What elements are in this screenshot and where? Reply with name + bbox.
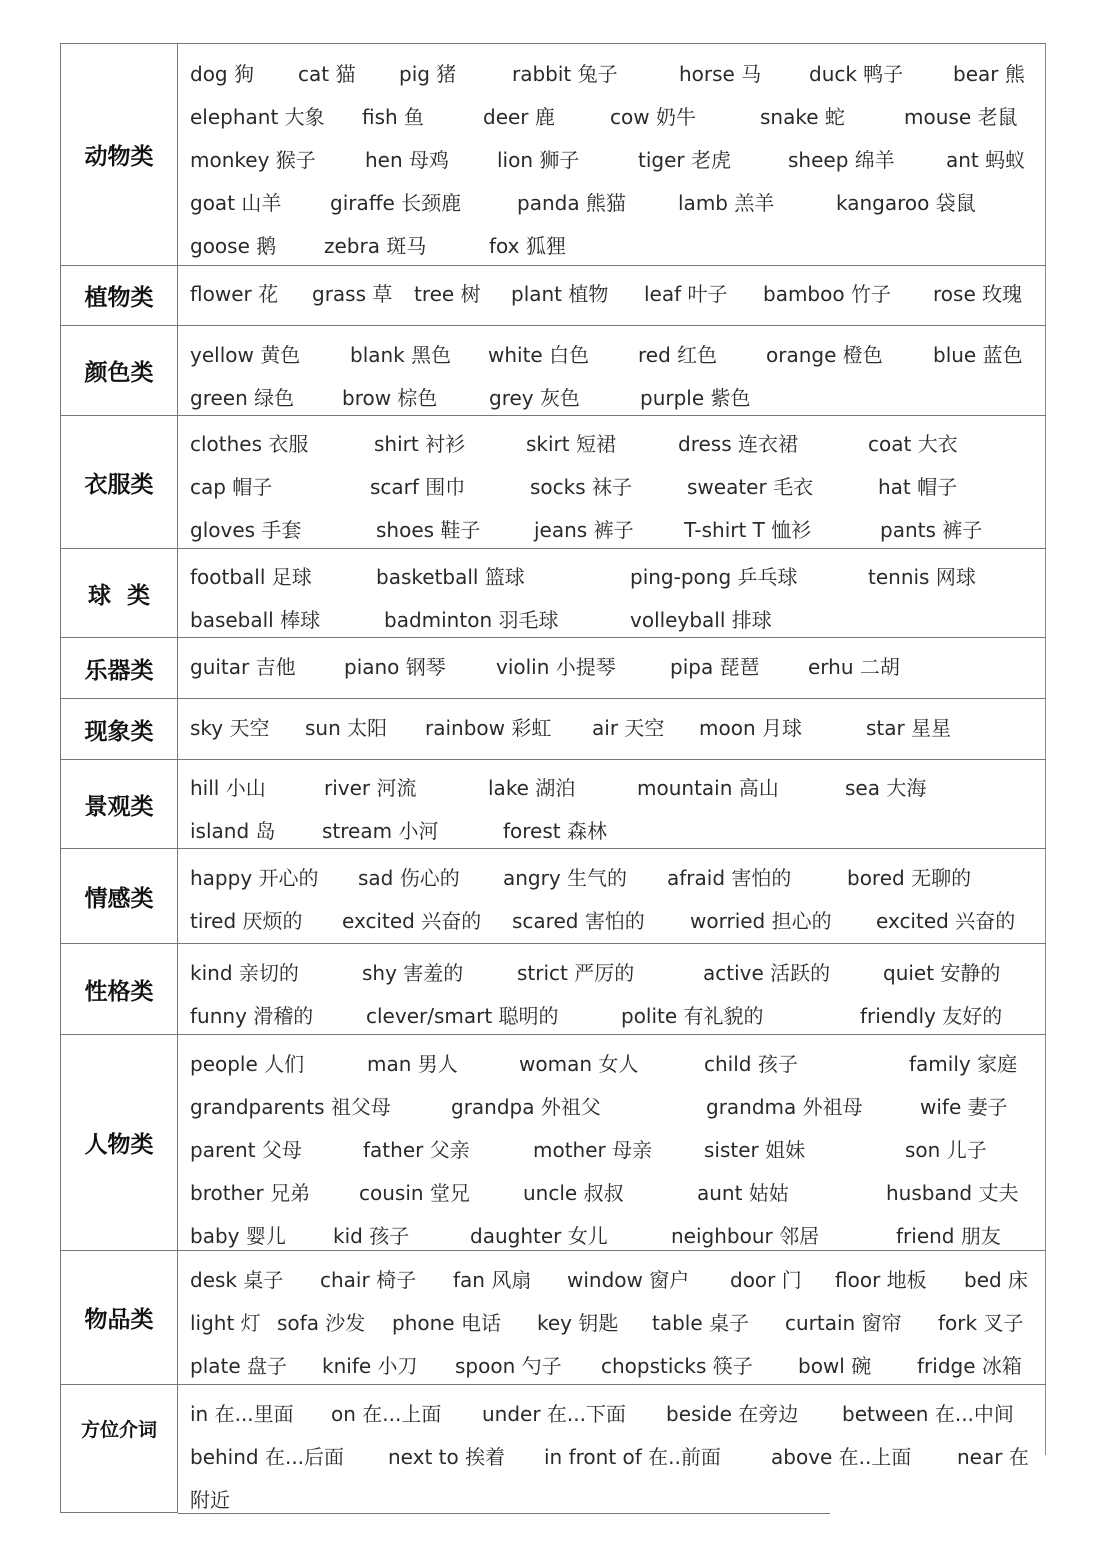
word-item: light 灯 (190, 1311, 261, 1335)
category-label: 现象类 (60, 699, 178, 759)
word-item: grass 草 (312, 282, 393, 306)
word-item: basketball 篮球 (376, 565, 525, 589)
word-item: sad 伤心的 (358, 866, 460, 890)
category-label: 物品类 (60, 1251, 178, 1384)
word-item: plate 盘子 (190, 1354, 288, 1378)
word-item: brow 棕色 (342, 386, 438, 410)
word-item: kangaroo 袋鼠 (836, 191, 976, 215)
category-label: 情感类 (60, 849, 178, 943)
word-item: tree 树 (414, 282, 481, 306)
word-item: pipa 琵琶 (670, 655, 760, 679)
word-item: window 窗户 (567, 1268, 690, 1292)
word-item: wife 妻子 (920, 1095, 1008, 1119)
word-item: clothes 衣服 (190, 432, 309, 456)
word-item: bowl 碗 (798, 1354, 872, 1378)
word-item: T-shirt T 恤衫 (684, 518, 812, 542)
category-label: 球 类 (60, 549, 178, 637)
word-item: gloves 手套 (190, 518, 302, 542)
word-item: funny 滑稽的 (190, 1004, 314, 1028)
category-words (178, 266, 1046, 325)
word-item: clever/smart 聪明的 (366, 1004, 559, 1028)
word-item: cow 奶牛 (610, 105, 696, 129)
word-item: shoes 鞋子 (376, 518, 481, 542)
word-item: lion 狮子 (497, 148, 580, 172)
word-item: beside 在旁边 (666, 1402, 799, 1426)
category-label: 乐器类 (60, 638, 178, 698)
word-item: kid 孩子 (333, 1224, 410, 1248)
word-item: son 儿子 (905, 1138, 987, 1162)
word-item: desk 桌子 (190, 1268, 284, 1292)
category-row-prepositions (60, 1384, 1046, 1513)
word-item: zebra 斑马 (324, 234, 427, 258)
word-item: neighbour 邻居 (671, 1224, 820, 1248)
word-item: monkey 猴子 (190, 148, 316, 172)
word-item: tired 厌烦的 (190, 909, 303, 933)
word-item: behind 在...后面 (190, 1445, 345, 1469)
category-row-balls (60, 548, 1046, 637)
category-words (178, 1385, 1046, 1513)
word-item: violin 小提琴 (496, 655, 616, 679)
word-item: polite 有礼貌的 (621, 1004, 764, 1028)
word-item: rabbit 兔子 (512, 62, 618, 86)
category-words (178, 1035, 1046, 1250)
word-item: cap 帽子 (190, 475, 273, 499)
word-item: strict 严厉的 (517, 961, 635, 985)
word-item: mouse 老鼠 (904, 105, 1018, 129)
word-item: fridge 冰箱 (917, 1354, 1022, 1378)
word-item: floor 地板 (835, 1268, 927, 1292)
category-row-instruments (60, 637, 1046, 698)
word-item: green 绿色 (190, 386, 295, 410)
word-item: snake 蛇 (760, 105, 845, 129)
word-item: fork 叉子 (938, 1311, 1024, 1335)
category-words (178, 638, 1046, 698)
word-item: sofa 沙发 (277, 1311, 366, 1335)
word-item: piano 钢琴 (344, 655, 446, 679)
word-item: cat 猫 (298, 62, 356, 86)
word-item: fan 风扇 (453, 1268, 532, 1292)
word-item: baby 婴儿 (190, 1224, 286, 1248)
word-item: door 门 (730, 1268, 802, 1292)
word-item: man 男人 (367, 1052, 458, 1076)
word-item: hill 小山 (190, 776, 266, 800)
word-item: key 钥匙 (537, 1311, 619, 1335)
word-item: island 岛 (190, 819, 276, 843)
word-item: curtain 窗帘 (785, 1311, 902, 1335)
word-item: socks 袜子 (530, 475, 633, 499)
word-item: shirt 衬衫 (374, 432, 466, 456)
word-item: leaf 叶子 (644, 282, 728, 306)
word-item: rose 玫瑰 (933, 282, 1023, 306)
category-row-phenomena (60, 698, 1046, 759)
word-item: badminton 羽毛球 (384, 608, 559, 632)
word-item: ping-pong 乒乓球 (630, 565, 798, 589)
word-item: father 父亲 (363, 1138, 470, 1162)
word-item: next to 挨着 (388, 1445, 506, 1469)
word-item: sister 姐妹 (704, 1138, 806, 1162)
word-item: under 在...下面 (482, 1402, 627, 1426)
word-item: active 活跃的 (703, 961, 831, 985)
word-item: jeans 裤子 (534, 518, 634, 542)
word-item: in front of 在..前面 (544, 1445, 721, 1469)
word-item: chopsticks 筷子 (601, 1354, 753, 1378)
category-label: 衣服类 (60, 416, 178, 548)
word-item: dress 连衣裙 (678, 432, 798, 456)
category-label: 动物类 (60, 44, 178, 265)
category-row-items (60, 1250, 1046, 1384)
word-item: people 人们 (190, 1052, 305, 1076)
word-item: blue 蓝色 (933, 343, 1023, 367)
word-item: horse 马 (679, 62, 762, 86)
word-item: baseball 棒球 (190, 608, 321, 632)
category-words (178, 760, 1046, 848)
word-item: lamb 羔羊 (678, 191, 775, 215)
word-item: pants 裤子 (880, 518, 983, 542)
word-item: goat 山羊 (190, 191, 282, 215)
word-item: phone 电话 (392, 1311, 501, 1335)
word-item: goose 鹅 (190, 234, 277, 258)
word-item: table 桌子 (652, 1311, 750, 1335)
category-words (178, 44, 1046, 265)
word-item: plant 植物 (511, 282, 609, 306)
category-row-people (60, 1034, 1046, 1250)
word-item: erhu 二胡 (808, 655, 900, 679)
word-item: moon 月球 (699, 716, 802, 740)
right-border-segment (1045, 1385, 1046, 1455)
word-item: bed 床 (964, 1268, 1029, 1292)
category-label: 景观类 (60, 760, 178, 848)
word-item: spoon 勺子 (455, 1354, 562, 1378)
word-item: worried 担心的 (690, 909, 832, 933)
word-item: quiet 安静的 (883, 961, 1001, 985)
word-item: white 白色 (488, 343, 590, 367)
word-item: river 河流 (324, 776, 417, 800)
word-item: child 孩子 (704, 1052, 798, 1076)
word-item: orange 橙色 (766, 343, 883, 367)
category-row-emotions (60, 848, 1046, 943)
word-item: on 在...上面 (331, 1402, 442, 1426)
category-words (178, 944, 1046, 1034)
word-item: afraid 害怕的 (667, 866, 792, 890)
word-item: tiger 老虎 (638, 148, 731, 172)
category-words (178, 549, 1046, 637)
word-item: coat 大衣 (868, 432, 958, 456)
word-item: tennis 网球 (868, 565, 976, 589)
word-item: near 在 (957, 1445, 1029, 1469)
word-item: friend 朋友 (896, 1224, 1001, 1248)
word-item: mountain 高山 (637, 776, 779, 800)
word-item: mother 母亲 (533, 1138, 653, 1162)
word-item: sheep 绵羊 (788, 148, 895, 172)
word-item: family 家庭 (909, 1052, 1018, 1076)
category-label: 人物类 (60, 1035, 178, 1250)
word-item: chair 椅子 (320, 1268, 417, 1292)
word-item: excited 兴奋的 (876, 909, 1016, 933)
word-item: between 在...中间 (842, 1402, 1014, 1426)
word-item: skirt 短裙 (526, 432, 616, 456)
word-item: grandma 外祖母 (706, 1095, 863, 1119)
word-item: aunt 姑姑 (697, 1181, 789, 1205)
word-item: husband 丈夫 (886, 1181, 1019, 1205)
category-label: 性格类 (60, 944, 178, 1034)
word-item: ant 蚂蚁 (946, 148, 1026, 172)
word-item: knife 小刀 (322, 1354, 418, 1378)
word-item: volleyball 排球 (630, 608, 772, 632)
word-item: bamboo 竹子 (763, 282, 891, 306)
word-item: rainbow 彩虹 (425, 716, 552, 740)
category-row-personality (60, 943, 1046, 1034)
word-item: guitar 吉他 (190, 655, 296, 679)
word-item: grandpa 外祖父 (451, 1095, 601, 1119)
word-item: hat 帽子 (878, 475, 958, 499)
word-item: flower 花 (190, 282, 279, 306)
word-item: fox 狐狸 (489, 234, 566, 258)
word-item: star 星星 (866, 716, 952, 740)
word-item: uncle 叔叔 (523, 1181, 624, 1205)
word-item: pig 猪 (399, 62, 457, 86)
word-item: friendly 友好的 (860, 1004, 1003, 1028)
word-item: grandparents 祖父母 (190, 1095, 391, 1119)
category-row-clothes (60, 415, 1046, 548)
category-words (178, 416, 1046, 548)
word-item: sweater 毛衣 (687, 475, 814, 499)
word-item: angry 生气的 (503, 866, 628, 890)
word-item: shy 害羞的 (362, 961, 464, 985)
word-item: woman 女人 (519, 1052, 639, 1076)
word-item: sea 大海 (845, 776, 927, 800)
word-item: deer 鹿 (483, 105, 555, 129)
word-item: hen 母鸡 (365, 148, 450, 172)
word-item: football 足球 (190, 565, 312, 589)
word-item: scared 害怕的 (512, 909, 645, 933)
category-words (178, 699, 1046, 759)
word-item: duck 鸭子 (809, 62, 904, 86)
word-item: forest 森林 (503, 819, 607, 843)
category-row-animals (60, 43, 1046, 265)
word-item: cousin 堂兄 (359, 1181, 470, 1205)
category-words (178, 849, 1046, 943)
table-bottom-border (178, 1513, 830, 1514)
word-item: fish 鱼 (362, 105, 425, 129)
word-item: blank 黑色 (350, 343, 452, 367)
word-item: yellow 黄色 (190, 343, 301, 367)
word-item: in 在...里面 (190, 1402, 294, 1426)
word-item: 附近 (190, 1488, 230, 1512)
word-item: dog 狗 (190, 62, 254, 86)
category-row-plants (60, 265, 1046, 325)
word-item: sky 天空 (190, 716, 270, 740)
word-item: excited 兴奋的 (342, 909, 482, 933)
word-item: brother 兄弟 (190, 1181, 311, 1205)
word-item: scarf 围巾 (370, 475, 466, 499)
word-item: lake 湖泊 (488, 776, 576, 800)
word-item: bored 无聊的 (847, 866, 972, 890)
word-item: red 红色 (638, 343, 718, 367)
category-row-landscape (60, 759, 1046, 848)
word-item: purple 紫色 (640, 386, 751, 410)
word-item: happy 开心的 (190, 866, 319, 890)
word-item: sun 太阳 (305, 716, 388, 740)
word-item: stream 小河 (322, 819, 439, 843)
category-label: 植物类 (60, 266, 178, 325)
word-item: elephant 大象 (190, 105, 325, 129)
category-words (178, 326, 1046, 415)
category-label: 颜色类 (60, 326, 178, 415)
category-words (178, 1251, 1046, 1384)
word-item: giraffe 长颈鹿 (330, 191, 462, 215)
category-label: 方位介词 (60, 1385, 178, 1513)
word-item: panda 熊猫 (517, 191, 626, 215)
word-item: grey 灰色 (489, 386, 580, 410)
word-item: above 在..上面 (771, 1445, 912, 1469)
word-item: bear 熊 (953, 62, 1025, 86)
category-row-colors (60, 325, 1046, 415)
word-item: parent 父母 (190, 1138, 302, 1162)
word-item: air 天空 (592, 716, 665, 740)
word-item: daughter 女儿 (470, 1224, 608, 1248)
word-item: kind 亲切的 (190, 961, 299, 985)
